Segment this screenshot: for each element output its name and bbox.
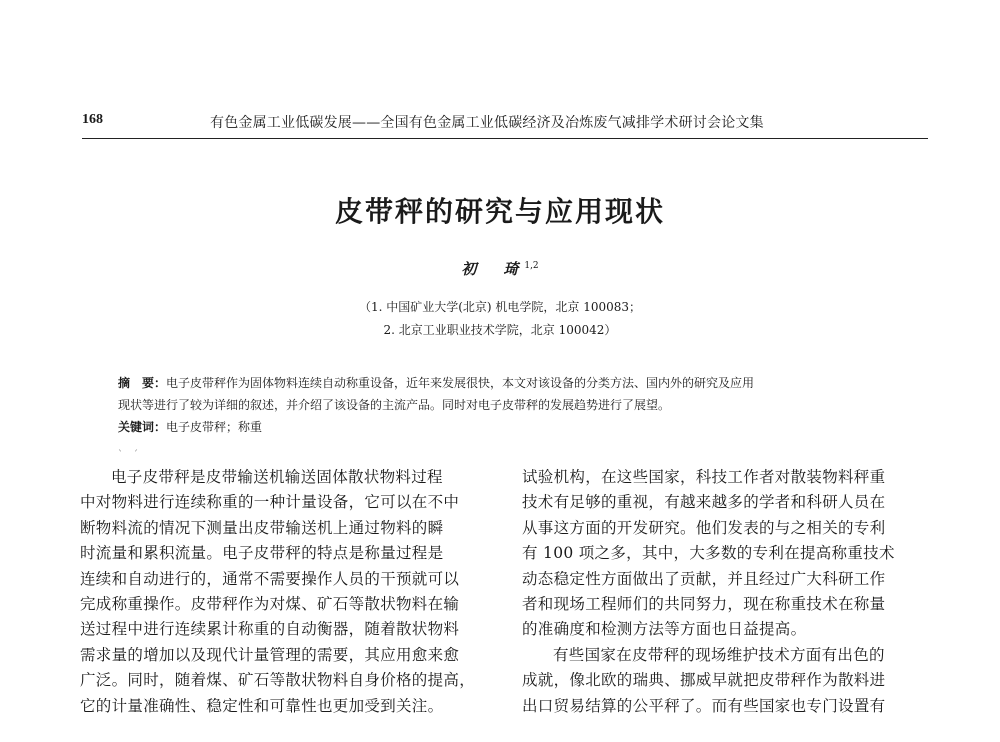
abstract xyxy=(118,372,908,416)
body-line: 时流量和累积流量。电子皮带秤的特点是称量过程是 xyxy=(80,544,444,563)
running-header xyxy=(82,112,928,136)
body-line: 技术有足够的重视，有越来越多的学者和科研人员在 xyxy=(522,493,886,512)
author-name: 初 琦 xyxy=(461,260,525,278)
header-rule xyxy=(82,138,928,139)
abstract-text-1: 电子皮带秤作为固体物料连续自动称重设备，近年来发展很快，本文对该设备的分类方法、国内外的研究及应用 xyxy=(166,376,755,390)
keywords-label: 关键词： xyxy=(118,420,167,434)
body-line: 连续和自动进行的，通常不需要操作人员的干预就可以 xyxy=(80,569,460,588)
body-line: 广泛。同时，随着煤、矿石等散状物料自身价格的提高， xyxy=(80,671,476,690)
body-line: 电子皮带秤是皮带输送机输送固体散状物料过程 xyxy=(111,468,443,486)
keywords xyxy=(118,418,262,435)
page-number: 168 xyxy=(82,112,103,127)
body-line: 成就，像北欧的瑞典、挪威早就把皮带秤作为散料进 xyxy=(522,671,886,690)
body-line: 中对物料进行连续称重的一种计量设备，它可以在不中 xyxy=(80,493,460,512)
running-title: 有色金属工业低碳发展——全国有色金属工业低碳经济及冶炼废气减排学术研讨会论文集 xyxy=(210,115,764,131)
author-affil-sup: 1,2 xyxy=(524,261,539,271)
body-line: 者和现场工程师们的共同努力，现在称重技术在称量 xyxy=(522,595,886,614)
body-line: 的准确度和检测方法等方面也日益提高。 xyxy=(522,620,807,639)
author-line xyxy=(0,258,1000,279)
body-line: 它的计量准确性、稳定性和可靠性也更加受到关注。 xyxy=(80,696,444,715)
body-line: 动态稳定性方面做出了贡献，并且经过广大科研工作 xyxy=(522,569,886,588)
abstract-line-1 xyxy=(118,372,908,394)
abstract-line-2: 现状等进行了较为详细的叙述，并介绍了该设备的主流产品。同时对电子皮带秤的发展趋势进行了展望。 xyxy=(118,398,671,412)
affiliation-2: 2. 北京工业职业技术学院，北京 100042） xyxy=(383,323,617,337)
affiliation-1: （1. 中国矿业大学(北京) 机电学院，北京 100083； xyxy=(358,300,642,314)
body-line: 完成称重操作。皮带秤作为对煤、矿石等散状物料在输 xyxy=(80,595,460,614)
body-line: 出口贸易结算的公平秤了。而有些国家也专门设置有 xyxy=(522,696,886,715)
body-line: 试验机构，在这些国家，科技工作者对散装物料秤重 xyxy=(522,468,886,486)
body-line: 送过程中进行连续累计称重的自动衡器，随着散状物料 xyxy=(80,620,460,639)
body-right-column xyxy=(522,465,926,719)
paper-title: 皮带秤的研究与应用现状 xyxy=(334,195,665,228)
body-line: 断物料流的情况下测量出皮带输送机上通过物料的瞬 xyxy=(80,518,444,537)
body-left-column xyxy=(80,465,488,719)
section-mark: ˋ ˊ xyxy=(118,450,138,461)
keywords-text: 电子皮带秤；称重 xyxy=(166,420,263,434)
body-line: 需求量的增加以及现代计量管理的需要，其应用愈来愈 xyxy=(80,645,460,664)
body-line: 有 100 项之多，其中，大多数的专利在提高称重技术 xyxy=(522,544,895,563)
body-line: 从事这方面的开发研究。他们发表的与之相关的专利 xyxy=(522,518,886,537)
abstract-label: 摘 要： xyxy=(118,376,167,390)
body-line: 有些国家在皮带秤的现场维护技术方面有出色的 xyxy=(553,645,885,664)
